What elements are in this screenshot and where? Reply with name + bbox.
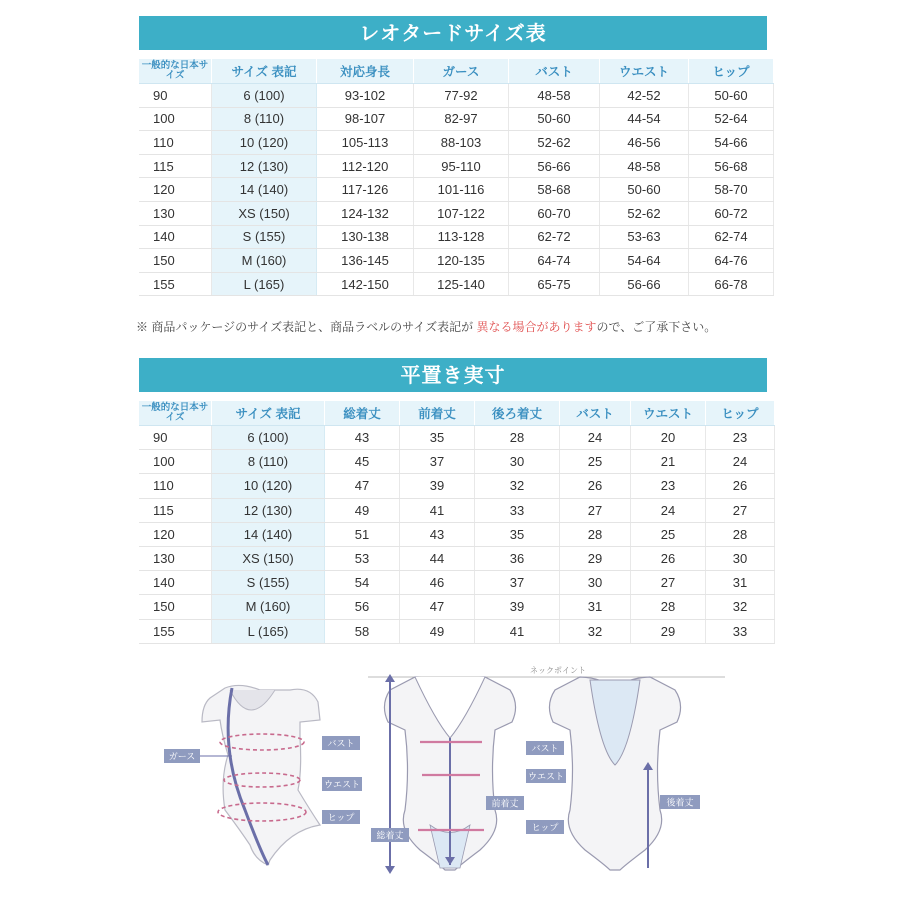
table-cell: 33 (475, 498, 560, 522)
table-cell: 77-92 (414, 84, 509, 108)
table-cell: XS (150) (212, 201, 317, 225)
table-cell: 10 (120) (212, 131, 317, 155)
measurement-diagram (150, 660, 750, 896)
table-cell: 21 (631, 450, 706, 474)
table-cell: 28 (706, 522, 775, 546)
size-notice (136, 318, 716, 335)
table-cell: 37 (475, 571, 560, 595)
table-row (139, 426, 775, 450)
column-header: 後ろ着丈 (475, 401, 560, 426)
table-cell: 155 (139, 272, 212, 296)
table-cell: 113-128 (414, 225, 509, 249)
table-cell: 14 (140) (212, 522, 325, 546)
flat-measure-table (139, 401, 775, 644)
table-cell: 29 (560, 546, 631, 570)
table-cell: 52-62 (509, 131, 600, 155)
table-header-row (139, 401, 775, 426)
table-cell: 110 (139, 474, 212, 498)
table-cell: 46 (400, 571, 475, 595)
table-cell: 56-66 (600, 272, 689, 296)
table-cell: 105-113 (317, 131, 414, 155)
column-header: ウエスト (600, 59, 689, 84)
table-cell: 64-76 (689, 249, 774, 273)
column-header: ウエスト (631, 401, 706, 426)
table-cell: 41 (475, 619, 560, 643)
leotard-3d-illustration (164, 685, 362, 865)
table-cell: 130-138 (317, 225, 414, 249)
column-header: 前着丈 (400, 401, 475, 426)
table-cell: 39 (400, 474, 475, 498)
table-cell: 54 (325, 571, 400, 595)
column-header: 対応身長 (317, 59, 414, 84)
table-cell: 112-120 (317, 154, 414, 178)
leotard-back-flat (549, 677, 700, 870)
table-cell: 27 (706, 498, 775, 522)
girth-label: ガース (168, 752, 196, 763)
table-row (139, 595, 775, 619)
table-cell: 62-72 (509, 225, 600, 249)
table-row (139, 619, 775, 643)
table-cell: XS (150) (212, 546, 325, 570)
table-cell: 64-74 (509, 249, 600, 273)
table-cell: 50-60 (509, 107, 600, 131)
notice-highlight: 異なる場合があります (476, 320, 597, 334)
table-cell: 8 (110) (212, 107, 317, 131)
column-header: バスト (509, 59, 600, 84)
table-cell: 82-97 (414, 107, 509, 131)
leotard-body-shape (202, 685, 320, 865)
table-cell: 130 (139, 546, 212, 570)
table-row (139, 522, 775, 546)
table-cell: 65-75 (509, 272, 600, 296)
table-cell: 28 (475, 426, 560, 450)
table-cell: 120-135 (414, 249, 509, 273)
column-header: 総着丈 (325, 401, 400, 426)
table-cell: 37 (400, 450, 475, 474)
table-cell: 115 (139, 154, 212, 178)
table-cell: 47 (400, 595, 475, 619)
table-cell: 31 (706, 571, 775, 595)
table-cell: 20 (631, 426, 706, 450)
table-row (139, 225, 774, 249)
table-header-row (139, 59, 774, 84)
table-cell: 28 (631, 595, 706, 619)
table-cell: 58-70 (689, 178, 774, 202)
table-row (139, 498, 775, 522)
flat-measure-title: 平置き実寸 (139, 358, 767, 392)
table-cell: 24 (631, 498, 706, 522)
table-cell: 44-54 (600, 107, 689, 131)
table-cell: M (160) (212, 249, 317, 273)
table-cell: 47 (325, 474, 400, 498)
table-cell: 33 (706, 619, 775, 643)
table-cell: S (155) (212, 225, 317, 249)
table-cell: 23 (706, 426, 775, 450)
column-header: ヒップ (706, 401, 775, 426)
table-row (139, 249, 774, 273)
size-chart-title: レオタードサイズ表 (139, 16, 767, 50)
table-row (139, 450, 775, 474)
table-cell: 120 (139, 178, 212, 202)
table-cell: 93-102 (317, 84, 414, 108)
total-length-label: 総着丈 (376, 831, 404, 842)
table-cell: 100 (139, 450, 212, 474)
table-cell: S (155) (212, 571, 325, 595)
table-row (139, 201, 774, 225)
table-cell: 150 (139, 249, 212, 273)
front-length-label: 前着丈 (491, 799, 519, 810)
table-cell: 42-52 (600, 84, 689, 108)
table-cell: 49 (325, 498, 400, 522)
table-cell: 43 (400, 522, 475, 546)
table-cell: 150 (139, 595, 212, 619)
table-cell: 32 (706, 595, 775, 619)
table-cell: 107-122 (414, 201, 509, 225)
table-cell: 100 (139, 107, 212, 131)
table-cell: 12 (130) (212, 154, 317, 178)
notice-prefix: ※ 商品パッケージのサイズ表記と、商品ラベルのサイズ表記が (136, 320, 474, 334)
table-cell: 110 (139, 131, 212, 155)
table-cell: 45 (325, 450, 400, 474)
table-cell: 27 (631, 571, 706, 595)
table-row (139, 178, 774, 202)
table-cell: 140 (139, 225, 212, 249)
table-cell: 66-78 (689, 272, 774, 296)
table-row (139, 131, 774, 155)
table-cell: 115 (139, 498, 212, 522)
table-cell: 62-74 (689, 225, 774, 249)
table-row (139, 474, 775, 498)
table-cell: 46-56 (600, 131, 689, 155)
leotard-size-table (139, 59, 774, 296)
table-cell: 26 (560, 474, 631, 498)
table-cell: 124-132 (317, 201, 414, 225)
column-header: バスト (560, 401, 631, 426)
column-header: 一般的な日本サイズ (139, 59, 212, 84)
table-row (139, 107, 774, 131)
front-hip-label: ヒップ (531, 823, 559, 834)
table-cell: 136-145 (317, 249, 414, 273)
table-cell: 54-64 (600, 249, 689, 273)
table-cell: 50-60 (689, 84, 774, 108)
table-cell: 41 (400, 498, 475, 522)
table-row (139, 571, 775, 595)
table-cell: 56-68 (689, 154, 774, 178)
table-cell: 155 (139, 619, 212, 643)
table-cell: 52-64 (689, 107, 774, 131)
table-cell: 130 (139, 201, 212, 225)
hip-label: ヒップ (327, 813, 355, 824)
table-cell: 26 (631, 546, 706, 570)
table-cell: 44 (400, 546, 475, 570)
table-row (139, 272, 774, 296)
table-cell: 32 (475, 474, 560, 498)
table-row (139, 84, 774, 108)
table-cell: L (165) (212, 619, 325, 643)
table-cell: 25 (560, 450, 631, 474)
table-cell: 30 (475, 450, 560, 474)
table-cell: 56-66 (509, 154, 600, 178)
table-cell: 54-66 (689, 131, 774, 155)
front-bust-label: バスト (531, 744, 559, 755)
table-cell: 60-72 (689, 201, 774, 225)
table-cell: 53 (325, 546, 400, 570)
table-cell: 24 (560, 426, 631, 450)
table-cell: 48-58 (509, 84, 600, 108)
table-cell: 52-62 (600, 201, 689, 225)
neck-point-label: ネックポイント (530, 666, 586, 675)
table-cell: L (165) (212, 272, 317, 296)
table-cell: 25 (631, 522, 706, 546)
column-header: サイズ 表記 (212, 59, 317, 84)
table-cell: 12 (130) (212, 498, 325, 522)
table-cell: 10 (120) (212, 474, 325, 498)
table-cell: 6 (100) (212, 426, 325, 450)
table-cell: 27 (560, 498, 631, 522)
column-header: 一般的な日本サイズ (139, 401, 212, 426)
table-cell: 48-58 (600, 154, 689, 178)
table-cell: 142-150 (317, 272, 414, 296)
leotard-front-flat (371, 674, 566, 874)
table-cell: 50-60 (600, 178, 689, 202)
table-cell: 125-140 (414, 272, 509, 296)
table-cell: 26 (706, 474, 775, 498)
table-cell: 39 (475, 595, 560, 619)
table-cell: 120 (139, 522, 212, 546)
table-cell: 14 (140) (212, 178, 317, 202)
table-cell: 58 (325, 619, 400, 643)
arrow-head (385, 674, 395, 682)
table-cell: 30 (560, 571, 631, 595)
table-cell: 8 (110) (212, 450, 325, 474)
table-cell: 23 (631, 474, 706, 498)
table-cell: 90 (139, 426, 212, 450)
table-cell: 98-107 (317, 107, 414, 131)
notice-suffix: ので、ご了承下さい。 (596, 320, 717, 334)
table-cell: 56 (325, 595, 400, 619)
table-cell: 32 (560, 619, 631, 643)
table-cell: 117-126 (317, 178, 414, 202)
table-cell: 35 (475, 522, 560, 546)
table-cell: 6 (100) (212, 84, 317, 108)
table-cell: 30 (706, 546, 775, 570)
table-cell: 31 (560, 595, 631, 619)
table-cell: M (160) (212, 595, 325, 619)
table-cell: 140 (139, 571, 212, 595)
column-header: ヒップ (689, 59, 774, 84)
arrow-head (385, 866, 395, 874)
table-cell: 58-68 (509, 178, 600, 202)
back-length-label: 後着丈 (666, 798, 694, 809)
front-waist-label: ウエスト (527, 772, 565, 783)
table-cell: 88-103 (414, 131, 509, 155)
table-cell: 28 (560, 522, 631, 546)
table-cell: 24 (706, 450, 775, 474)
column-header: サイズ 表記 (212, 401, 325, 426)
table-cell: 29 (631, 619, 706, 643)
column-header: ガース (414, 59, 509, 84)
bust-label: バスト (327, 739, 355, 750)
table-row (139, 546, 775, 570)
table-cell: 101-116 (414, 178, 509, 202)
waist-label: ウエスト (323, 780, 361, 791)
table-cell: 60-70 (509, 201, 600, 225)
table-cell: 35 (400, 426, 475, 450)
table-cell: 90 (139, 84, 212, 108)
table-cell: 95-110 (414, 154, 509, 178)
table-cell: 51 (325, 522, 400, 546)
table-cell: 36 (475, 546, 560, 570)
table-row (139, 154, 774, 178)
table-cell: 49 (400, 619, 475, 643)
table-cell: 53-63 (600, 225, 689, 249)
table-cell: 43 (325, 426, 400, 450)
